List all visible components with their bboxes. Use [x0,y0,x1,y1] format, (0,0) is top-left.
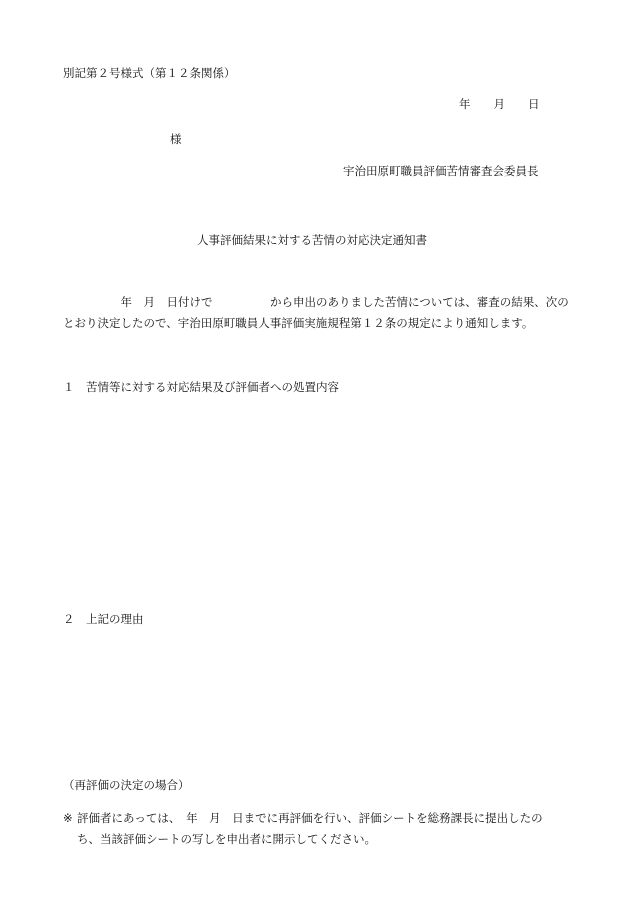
note-block [63,808,579,852]
intro-line: 年 月 日付けで から申出のありました苦情については、審査の結果、次の [63,295,569,309]
intro-line: とおり決定したので、宇治田原町職員人事評価実施規程第１２条の規定により通知します。 [63,316,534,330]
form-label: 別記第２号様式（第１２条関係） [63,66,236,80]
note-text [77,808,577,850]
note-mark: ※ [63,811,73,825]
addressee-suffix: 様 [170,132,182,146]
document-title: 人事評価結果に対する苦情の対応決定通知書 [197,233,427,247]
section-1-heading: １ 苦情等に対する対応結果及び評価者への処置内容 [63,380,339,394]
note-line: ち、当該評価シートの写しを申出者に開示してください。 [77,832,376,846]
intro-paragraph [63,292,579,334]
sender-title: 宇治田原町職員評価苦情審査会委員長 [343,164,539,178]
note-line: 評価者にあっては、 年 月 日までに再評価を行い、評価シートを総務課長に提出したの [77,811,543,825]
section-2-heading: ２ 上記の理由 [63,612,144,626]
reevaluation-heading: （再評価の決定の場合） [63,778,190,792]
date-line: 年 月 日 [459,97,540,111]
